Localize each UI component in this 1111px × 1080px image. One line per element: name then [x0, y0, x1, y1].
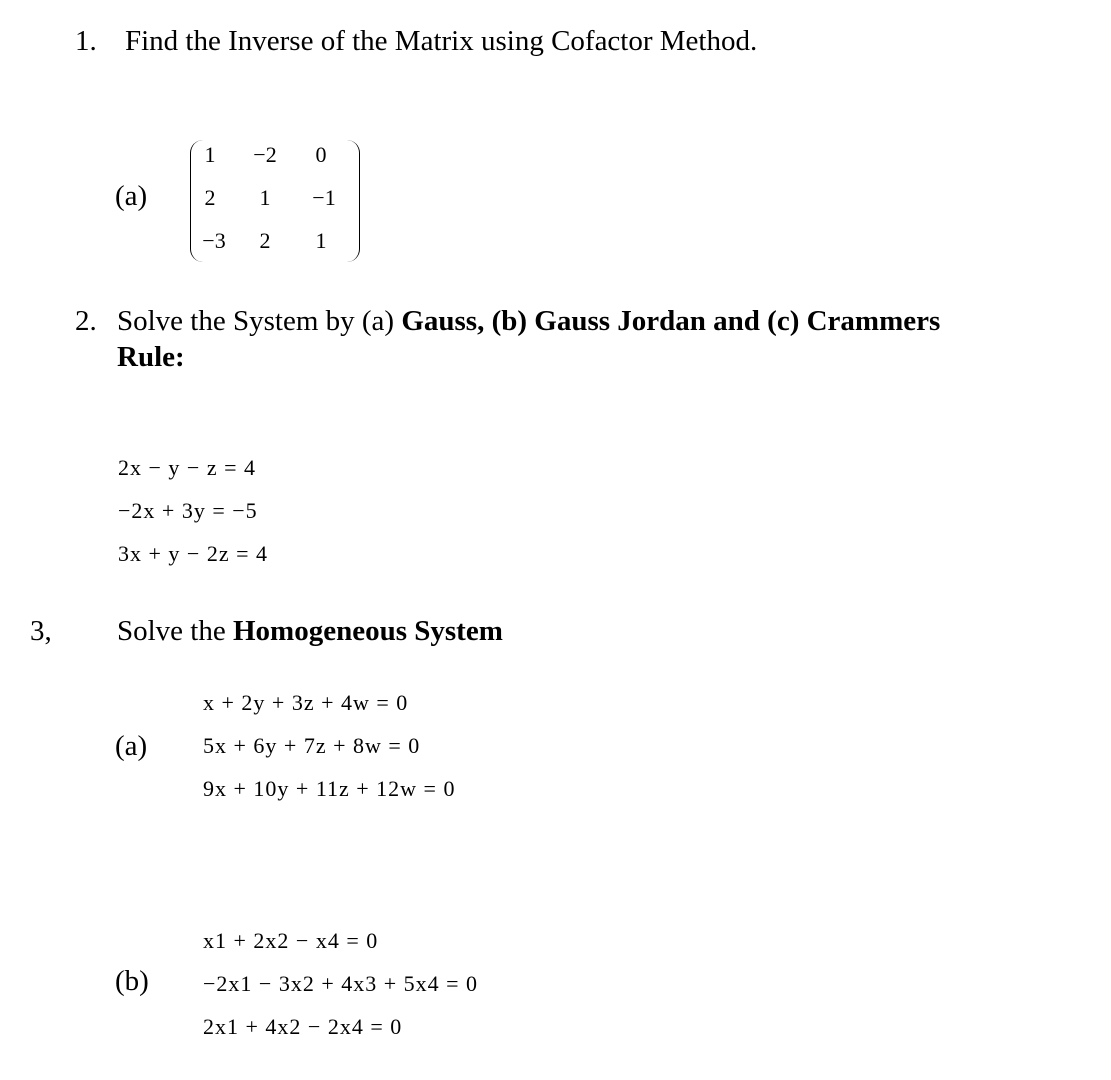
matrix-cell: 1: [315, 228, 327, 253]
q2-text-bold-2: Rule:: [117, 341, 185, 373]
matrix: [190, 140, 360, 262]
matrix-cell: −2: [253, 142, 277, 167]
q1-number: 1.: [75, 25, 97, 57]
q3a-equation-2: 5x + 6y + 7z + 8w = 0: [203, 733, 421, 758]
matrix-cell: 1: [204, 142, 216, 167]
q2-equation-1: 2x − y − z = 4: [118, 455, 256, 480]
matrix-cell: −1: [312, 185, 336, 210]
q3a-equation-3: 9x + 10y + 11z + 12w = 0: [203, 776, 456, 801]
q3-text: [117, 615, 503, 648]
q3b-equation-3: 2x1 + 4x2 − 2x4 = 0: [203, 1014, 403, 1039]
q3-part-b-label: (b): [115, 965, 149, 997]
q3-part-a-label: (a): [115, 730, 148, 762]
q3-number: 3,: [30, 615, 52, 647]
q1-part-a-label: (a): [115, 180, 148, 212]
q2-equation-2: −2x + 3y = −5: [118, 498, 258, 523]
matrix-cell: 2: [259, 228, 271, 253]
q1-text: Find the Inverse of the Matrix using Cofactor Method.: [125, 25, 758, 57]
right-parenthesis: [347, 140, 360, 262]
q2-text-plain: Solve the System by (a): [117, 305, 402, 337]
q3-text-plain: Solve the: [117, 615, 233, 647]
q2-text: [117, 305, 940, 338]
q2-number: 2.: [75, 305, 97, 337]
q2-text-line-2: [117, 341, 185, 374]
matrix-cell: 0: [315, 142, 327, 167]
q3b-equation-2: −2x1 − 3x2 + 4x3 + 5x4 = 0: [203, 971, 479, 996]
q3a-equation-1: x + 2y + 3z + 4w = 0: [203, 690, 409, 715]
matrix-cell: 1: [259, 185, 271, 210]
matrix-cell: 2: [204, 185, 216, 210]
q2-text-bold: Gauss, (b) Gauss Jordan and (c) Crammers: [401, 305, 941, 337]
q2-equation-3: 3x + y − 2z = 4: [118, 541, 268, 566]
q3-text-bold: Homogeneous System: [233, 615, 503, 647]
matrix-cell: −3: [202, 228, 226, 253]
q3b-equation-1: x1 + 2x2 − x4 = 0: [203, 928, 379, 953]
